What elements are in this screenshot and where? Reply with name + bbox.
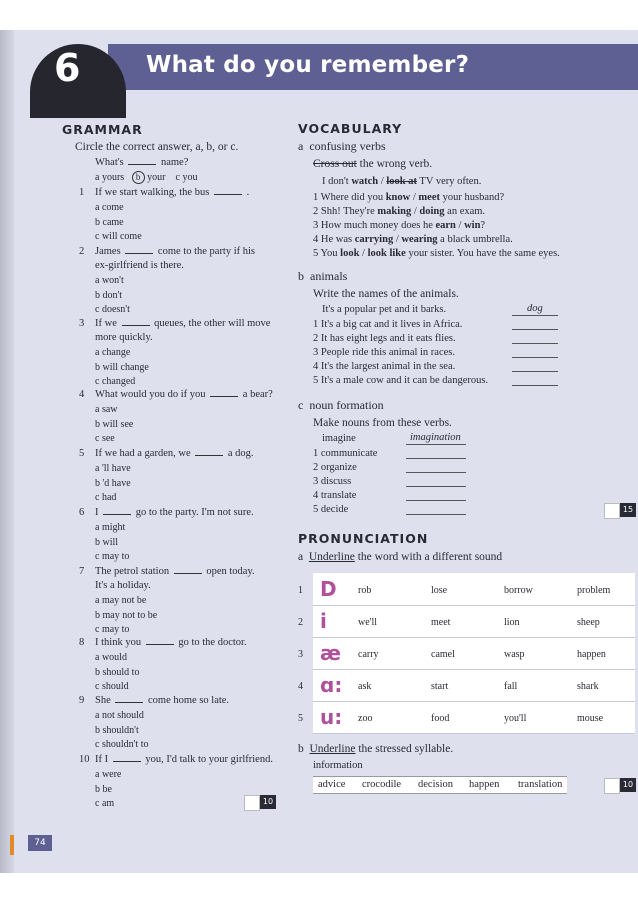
vocabulary-heading: VOCABULARY [298,121,403,136]
row-number: 3 [298,649,303,660]
answer-option[interactable]: a would [95,652,127,663]
grammar-example: What's name? [95,157,189,168]
vocabulary-score-total: 15 [620,503,636,517]
grammar-heading: GRAMMAR [62,122,143,137]
question-number: 4 [79,389,85,400]
verb-question: 5 You look / look like your sister. You have the same eyes. [313,248,560,259]
answer-option[interactable]: b 'd have [95,477,131,489]
stress-word[interactable]: happen [469,779,500,790]
noun-answer-line[interactable] [406,472,466,473]
answer-option[interactable]: c may to [95,551,130,562]
question-number: 3 [79,318,85,329]
animal-clue: 5 It's a male cow and it can be dangerous. [313,375,489,386]
question-number: 10 [79,754,90,765]
sound-word[interactable]: lose [431,585,448,596]
answer-option[interactable]: c will come [95,231,142,242]
verb-choice[interactable]: carrying [354,234,394,245]
row-divider [313,637,635,638]
verb-choice[interactable]: earn [435,220,456,231]
pron-a-instruction: a Underline the word with a different sound [298,551,503,563]
verb-to-noun: 2 organize [313,462,357,473]
answer-option[interactable]: c should [95,681,129,692]
vocab-b-instruction: Write the names of the animals. [313,288,459,300]
verb-choice[interactable]: win [464,220,481,231]
grammar-score-total: 10 [260,795,276,809]
animal-answer-line[interactable] [512,385,558,386]
vocab-a-title: a confusing verbs [298,139,386,153]
answer-option[interactable]: a not should [95,710,144,721]
answer-option[interactable]: a might [95,522,126,533]
stress-word[interactable]: translation [518,779,563,790]
answer-option[interactable]: b shouldn't [95,724,139,736]
grammar-score-input[interactable] [244,795,260,811]
verb-choice[interactable]: making [377,206,412,217]
page-bottom-margin [0,873,638,903]
verb-choice[interactable]: look [340,248,360,259]
row-number: 4 [298,681,303,692]
vocab-a-instruction: Cross out the wrong verb. [313,158,433,170]
verb-choice[interactable]: know [385,192,411,203]
answer-blank[interactable] [122,325,150,326]
vocab-c-title: c noun formation [298,398,384,412]
verb-to-noun: 4 translate [313,490,357,501]
pronunciation-score-total: 10 [620,778,636,792]
verb-to-noun: 3 discuss [313,476,352,487]
page-title: What do you remember? [146,52,470,78]
vocab-c-example: imagine [322,433,356,444]
answer-option[interactable]: c shouldn't to [95,739,149,750]
question-text: If I you, I'd talk to your girlfriend. [95,754,273,765]
page-number: 74 [28,835,52,851]
row-divider [313,669,635,670]
answer-option[interactable]: b may not to be [95,609,158,621]
answer-option[interactable]: b be [95,783,112,795]
book-spine [0,30,14,873]
stress-word[interactable]: decision [418,779,453,790]
question-text: If we start walking, the bus . [95,187,250,198]
answer-blank[interactable] [113,761,141,762]
question-number: 8 [79,637,85,648]
pron-b-example: information [313,760,363,771]
sound-word[interactable]: rob [358,585,372,596]
answer-option[interactable]: a 'll have [95,463,131,474]
question-number: 7 [79,566,85,577]
sound-word[interactable]: you'll [504,713,527,724]
question-text-line2: It's a holiday. [95,580,151,591]
verb-choice[interactable]: look like [367,248,406,259]
verb-choice[interactable]: meet [418,192,440,203]
question-text: What would you do if you a bear? [95,389,273,400]
row-number: 2 [298,617,303,628]
noun-answer-line[interactable] [406,514,466,515]
answer-option[interactable]: c may to [95,624,130,635]
sound-word[interactable]: start [431,681,449,692]
vocab-b-example: It's a popular pet and it barks. [322,304,447,315]
question-text: If we queues, the other will move [95,318,271,329]
sound-word[interactable]: food [431,713,450,724]
question-text: If we had a garden, we a dog. [95,448,254,459]
answer-option[interactable]: c doesn't [95,304,130,315]
question-text: I think you go to the doctor. [95,637,247,648]
verb-to-noun: 1 communicate [313,448,378,459]
edge-marker [10,835,14,855]
verb-question: 2 Shh! They're making / doing an exam. [313,206,486,217]
row-number: 5 [298,713,303,724]
question-number: 9 [79,695,85,706]
answer-blank[interactable] [174,573,202,574]
sound-word[interactable]: mouse [577,713,604,724]
animal-answer-line[interactable] [512,343,558,344]
pronunciation-heading: PRONUNCIATION [298,531,429,546]
stress-word[interactable]: advice [318,779,346,790]
row-divider [313,605,635,606]
answer-blank[interactable] [146,644,174,645]
noun-answer-line[interactable] [406,458,466,459]
answer-option[interactable]: c changed [95,376,136,387]
answer-option[interactable]: a saw [95,404,118,415]
animal-clue: 3 People ride this animal in races. [313,347,456,358]
question-text-line2: more quickly. [95,332,153,343]
animal-clue: 2 It has eight legs and it eats flies. [313,333,456,344]
noun-answer-line[interactable] [406,500,466,501]
question-text: James come to the party if his [95,246,256,257]
animal-clue: 1 It's a big cat and it lives in Africa. [313,319,463,330]
answer-option[interactable]: b came [95,216,124,228]
question-number: 1 [79,187,85,198]
sound-symbol-icon: i [320,609,327,633]
sound-word[interactable]: shark [577,681,599,692]
answer-option[interactable]: a won't [95,275,124,286]
answer-blank[interactable] [103,514,131,515]
unit-number: 6 [54,46,81,90]
answer-option[interactable]: b will change [95,361,149,373]
stress-word[interactable]: crocodile [362,779,402,790]
vocab-a-example: I don't watch / look at TV very often. [322,176,482,187]
verb-question: 4 He was carrying / wearing a black umbrella. [313,234,513,245]
answer-option[interactable]: b will see [95,418,134,430]
sound-word[interactable]: lion [504,617,520,628]
sound-word[interactable]: happen [577,649,606,660]
answer-option[interactable]: a change [95,347,131,358]
verb-to-noun: 5 decide [313,504,349,515]
sound-word[interactable]: zoo [358,713,373,724]
sound-word[interactable]: ask [358,681,372,692]
animal-answer-line[interactable] [512,371,558,372]
verb-question: 3 How much money does he earn / win? [313,220,486,231]
row-divider [313,733,635,734]
answer-blank[interactable] [125,253,153,254]
noun-answer-line[interactable] [406,486,466,487]
pron-b-instruction: b Underline the stressed syllable. [298,743,454,755]
verb-choice[interactable]: wearing [401,234,438,245]
sound-word[interactable]: we'll [358,617,378,628]
animal-answer-line[interactable] [512,357,558,358]
vocab-b-example-answer: dog [527,303,543,314]
answer-blank[interactable] [214,194,242,195]
row-number: 1 [298,585,303,596]
sound-word[interactable]: sheep [577,617,600,628]
grammar-example-options: a yours b your c you [95,172,198,183]
answer-option[interactable]: b don't [95,289,123,301]
verb-choice[interactable]: doing [419,206,445,217]
grammar-instruction: Circle the correct answer, a, b, or c. [75,141,239,153]
sound-word[interactable]: meet [431,617,451,628]
answer-blank[interactable] [115,702,143,703]
answer-option[interactable]: b should to [95,666,140,678]
answer-option[interactable]: b will [95,536,119,548]
verb-question: 1 Where did you know / meet your husband? [313,192,505,203]
answer-option[interactable]: a come [95,202,124,213]
sound-word[interactable]: fall [504,681,518,692]
question-number: 2 [79,246,85,257]
vocab-b-title: b animals [298,269,348,283]
question-number: 6 [79,507,85,518]
sound-word[interactable]: wasp [504,649,525,660]
animal-clue: 4 It's the largest animal in the sea. [313,361,456,372]
question-number: 5 [79,448,85,459]
answer-option[interactable]: a may not be [95,595,147,606]
sound-symbol-icon: æ [320,641,341,665]
sound-word[interactable]: borrow [504,585,533,596]
answer-line [406,444,466,445]
question-text: The petrol station open today. [95,566,255,577]
question-text: She come home so late. [95,695,230,706]
answer-option[interactable]: a were [95,769,122,780]
question-text: I go to the party. I'm not sure. [95,507,254,518]
answer-option[interactable]: c see [95,433,115,444]
sound-symbol-icon: ɑ: [320,673,343,697]
answer-blank[interactable] [195,455,223,456]
sound-word[interactable]: camel [431,649,455,660]
sound-symbol-icon: D [320,577,337,601]
answer-blank[interactable] [210,396,238,397]
question-text-line2: ex-girlfriend is there. [95,260,184,271]
sound-symbol-icon: u: [320,705,343,729]
sound-word[interactable]: problem [577,585,611,596]
vocab-c-example-answer: imagination [410,432,461,443]
animal-answer-line[interactable] [512,329,558,330]
vocab-c-instruction: Make nouns from these verbs. [313,417,452,429]
answer-line [512,315,558,316]
sound-word[interactable]: carry [358,649,379,660]
answer-option[interactable]: c am [95,798,115,809]
row-divider [313,701,635,702]
pronunciation-score-input[interactable] [604,778,620,794]
answer-option[interactable]: c had [95,492,117,503]
vocabulary-score-input[interactable] [604,503,620,519]
